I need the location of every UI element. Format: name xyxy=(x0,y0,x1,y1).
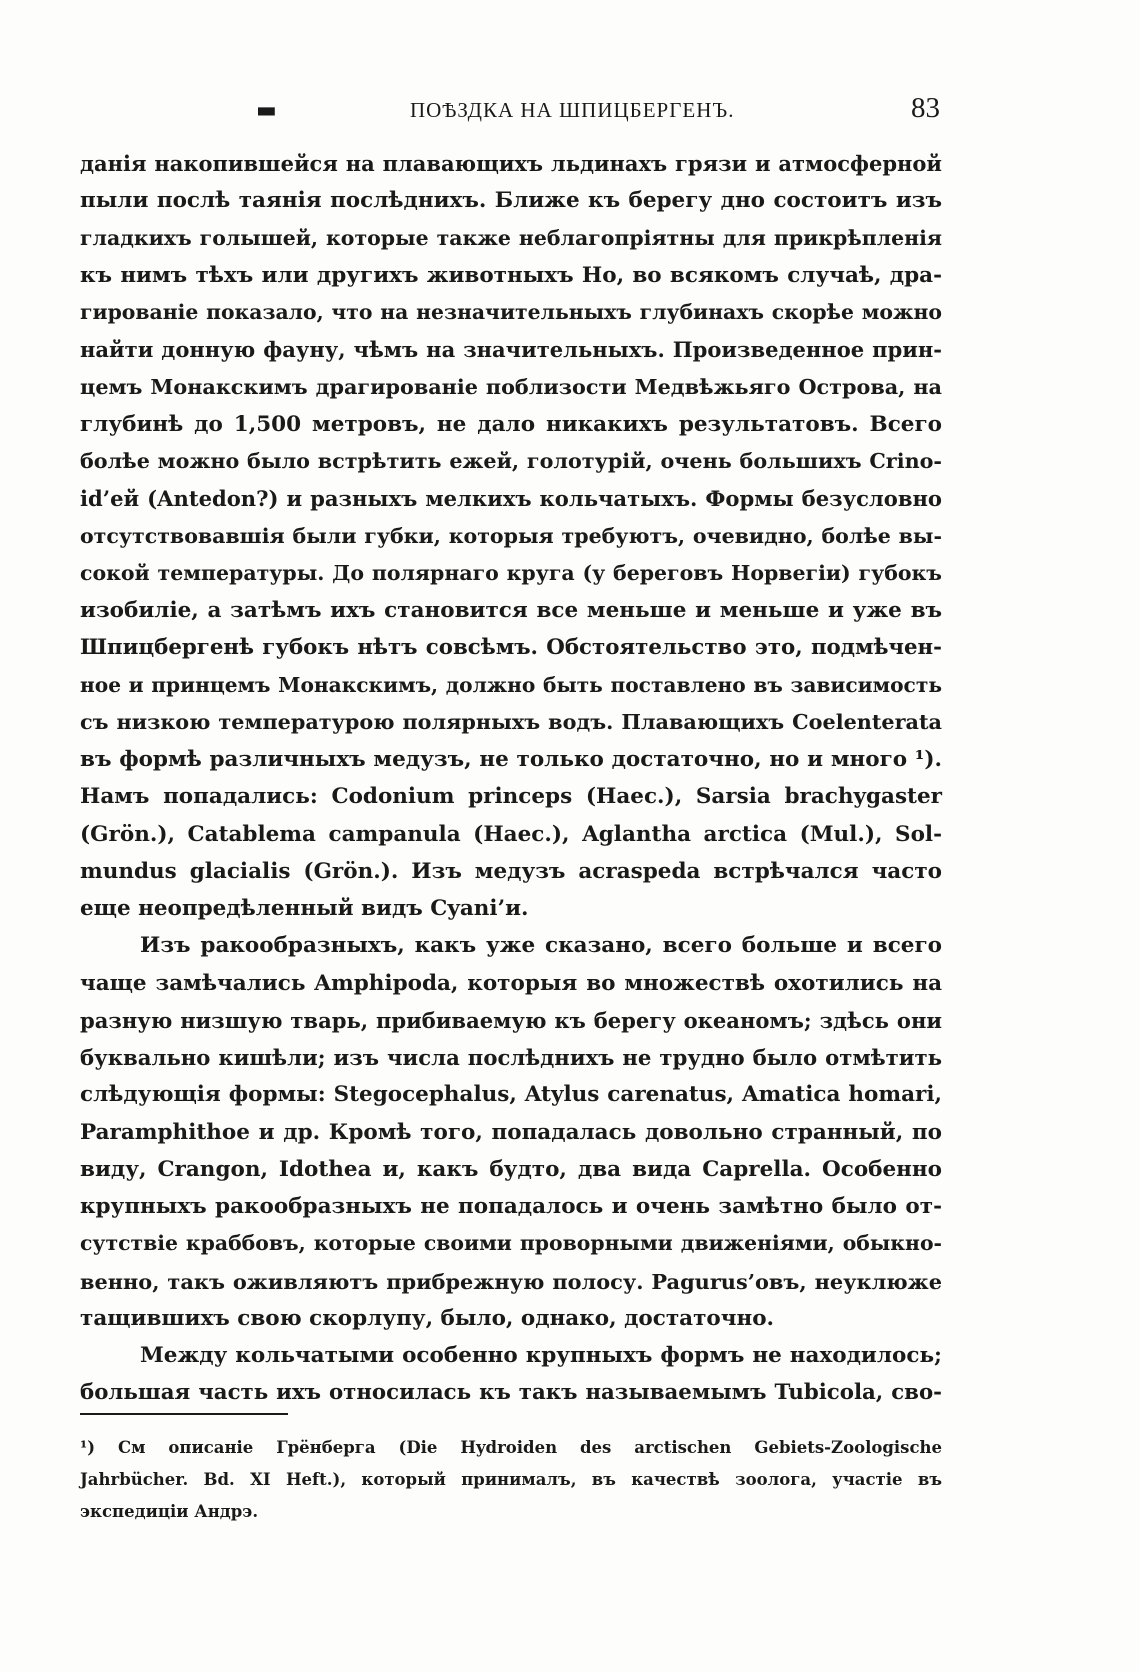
text-line: отсутствовавшія были губки, которыя требуютъ, очевидно, болѣе вы- xyxy=(80,523,942,548)
text-line: чаще замѣчались Amphipoda, которыя во множествѣ охотились на xyxy=(80,970,942,996)
text-line: Paramphithoe и др. Кромѣ того, попадалась довольно странный, по xyxy=(80,1119,942,1145)
text-line: Между кольчатыми особенно крупныхъ формъ не находилось; xyxy=(140,1343,942,1368)
text-line: венно, такъ оживляютъ прибрежную полосу. Pagurus’овъ, неуклюже xyxy=(80,1268,942,1294)
text-line: разную низшую тварь, прибиваемую къ берегу океаномъ; здѣсь они xyxy=(80,1007,942,1033)
text-line: цемъ Монакскимъ драгированіе поблизости Медвѣжьяго Острова, на xyxy=(80,374,942,399)
text-line: еще неопредѣленный видъ Cyani’и. xyxy=(80,896,529,921)
footnotes xyxy=(80,1432,942,1528)
text-line: Шпицбергенѣ губокъ нѣтъ совсѣмъ. Обстоятельство это, подмѣчен- xyxy=(80,635,942,661)
text-line: ное и принцемъ Монакскимъ, должно быть поставлено въ зависимость xyxy=(80,672,942,697)
text-line: Изъ ракообразныхъ, какъ уже сказано, всего больше и всего xyxy=(140,933,942,959)
body-text xyxy=(80,145,942,1412)
text-line: большая часть ихъ относилась къ такъ называемымъ Tubicola, сво- xyxy=(80,1380,942,1406)
page-header xyxy=(80,92,940,132)
text-line: гладкихъ голышей, которые также неблагопріятны для прикрѣпленія xyxy=(80,225,942,250)
text-line: пыли послѣ таянія послѣднихъ. Ближе къ берегу дно состоитъ изъ xyxy=(80,188,942,214)
footnote-line: ¹) См описаніе Грёнберга (Die Hydroiden des arctischen Gebiets-Zoologische xyxy=(80,1438,942,1457)
text-line: mundus glacialis (Grön.). Изъ медузъ acraspeda встрѣчался часто xyxy=(80,858,942,884)
text-line: съ низкою температурою полярныхъ водъ. Плавающихъ Coelenterata xyxy=(80,709,942,734)
text-line: данія накопившейся на плавающихъ льдинахъ грязи и атмосферной xyxy=(80,151,942,176)
text-line: сокой температуры. До полярнаго круга (у береговъ Норвегіи) губокъ xyxy=(80,560,942,585)
text-line: Намъ попадались: Codonium princeps (Haec.), Sarsia brachygaster xyxy=(80,784,942,810)
text-line: крупныхъ ракообразныхъ не попадалось и очень замѣтно было от- xyxy=(80,1194,942,1219)
text-line: гированіе показало, что на незначительныхъ глубинахъ скорѣе можно xyxy=(80,300,942,324)
running-title: ПОѢЗДКА НА ШПИЦБЕРГЕНЪ. xyxy=(410,98,735,122)
text-line: буквально кишѣли; изъ числа послѣднихъ не трудно было отмѣтить xyxy=(80,1045,942,1070)
text-line: изобиліе, а затѣмъ ихъ становится все меньше и меньше и уже въ xyxy=(80,598,942,623)
text-line: найти донную фауну, чѣмъ на значительныхъ. Произведенное прин- xyxy=(80,337,942,363)
text-line: къ нимъ тѣхъ или другихъ животныхъ Но, во всякомъ случаѣ, дра- xyxy=(80,262,942,288)
text-line: виду, Crangon, Idothea и, какъ будто, два вида Caprella. Особенно xyxy=(80,1156,942,1182)
footnote-line: экспедиціи Андрэ. xyxy=(80,1502,259,1521)
text-line: въ формѣ различныхъ медузъ, не только достаточно, но и много ¹). xyxy=(80,747,942,772)
text-line: тащившихъ свою скорлупу, было, однако, достаточно. xyxy=(80,1305,775,1331)
text-line: (Grön.), Catablema campanula (Haec.), Aglantha arctica (Mul.), Sol- xyxy=(80,821,942,847)
text-line: id’ей (Antedon?) и разныхъ мелкихъ кольчатыхъ. Формы безусловно xyxy=(80,486,942,512)
footnote-line: Jahrbücher. Bd. XI Heft.), который принималъ, въ качествѣ зоолога, участіе въ xyxy=(80,1470,942,1489)
header-ornament: ▬ xyxy=(256,98,277,123)
text-line: слѣдующія формы: Stegocephalus, Atylus carenatus, Amatica homari, xyxy=(80,1082,942,1108)
text-line: болѣе можно было встрѣтить ежей, голотурій, очень большихъ Crino- xyxy=(80,449,942,473)
page-number: 83 xyxy=(911,92,940,124)
footnote-separator xyxy=(80,1413,288,1415)
text-line: сутствіе краббовъ, которые своими проворными движеніями, обыкно- xyxy=(80,1231,942,1256)
text-line: глубинѣ до 1,500 метровъ, не дало никакихъ результатовъ. Всего xyxy=(80,411,942,437)
